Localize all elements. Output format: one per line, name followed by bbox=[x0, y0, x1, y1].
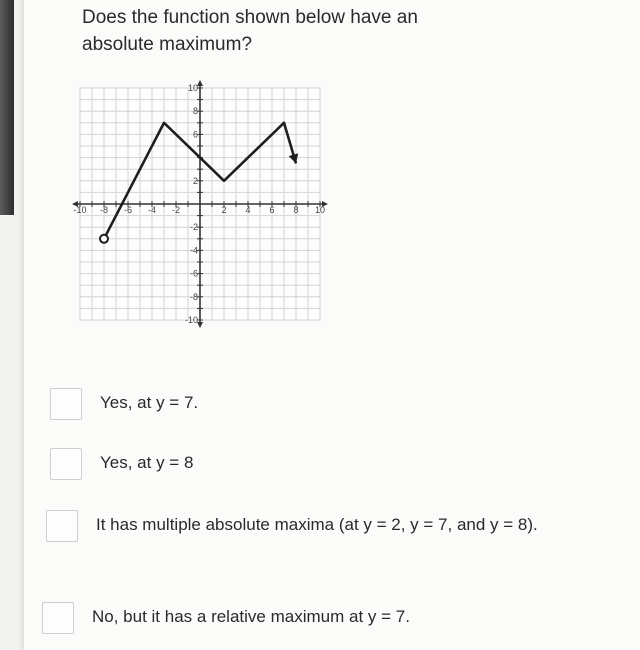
option-checkbox[interactable] bbox=[50, 448, 82, 480]
option-label: No, but it has a relative maximum at y = 7. bbox=[92, 607, 410, 626]
option-checkbox[interactable] bbox=[46, 510, 78, 542]
x-tick-label: 10 bbox=[314, 205, 326, 215]
y-tick-label: 10 bbox=[187, 83, 198, 93]
option-checkbox[interactable] bbox=[42, 602, 74, 634]
y-tick-label: 2 bbox=[192, 175, 198, 186]
option-yes-y7[interactable] bbox=[50, 388, 610, 424]
question-text bbox=[82, 4, 502, 58]
x-tick-label: 6 bbox=[269, 205, 275, 215]
x-tick-label: -8 bbox=[99, 205, 109, 215]
device-bezel bbox=[0, 0, 14, 215]
y-tick-label: 8 bbox=[192, 106, 198, 117]
x-tick-label: 4 bbox=[245, 205, 251, 215]
option-checkbox[interactable] bbox=[50, 388, 82, 420]
function-graph bbox=[68, 78, 338, 336]
x-tick-label: 2 bbox=[221, 205, 227, 215]
option-multiple-maxima[interactable] bbox=[46, 510, 606, 570]
x-tick-label: -2 bbox=[171, 205, 181, 215]
x-tick-label: 8 bbox=[293, 205, 299, 215]
option-label: Yes, at y = 8 bbox=[100, 453, 194, 472]
question-line-2: absolute maximum? bbox=[82, 34, 253, 55]
option-label: Yes, at y = 7. bbox=[100, 393, 199, 412]
x-tick-label: -4 bbox=[147, 205, 157, 215]
option-label: It has multiple absolute maxima (at y = 2, y = 7, and y = 8). bbox=[96, 515, 538, 534]
option-yes-y8[interactable] bbox=[50, 448, 610, 484]
y-tick-label: -10 bbox=[184, 315, 198, 325]
option-no-relative-max[interactable] bbox=[42, 602, 602, 638]
x-tick-label: -6 bbox=[123, 205, 133, 215]
open-endpoint-circle bbox=[100, 235, 108, 243]
y-tick-label: -4 bbox=[189, 245, 198, 256]
y-tick-label: -2 bbox=[189, 222, 198, 233]
x-tick-label: -10 bbox=[73, 205, 87, 215]
question-line-1: Does the function shown below have an bbox=[82, 7, 418, 28]
y-tick-label: -6 bbox=[189, 268, 198, 279]
y-tick-label: 6 bbox=[192, 129, 198, 140]
y-tick-label: -8 bbox=[189, 291, 198, 302]
